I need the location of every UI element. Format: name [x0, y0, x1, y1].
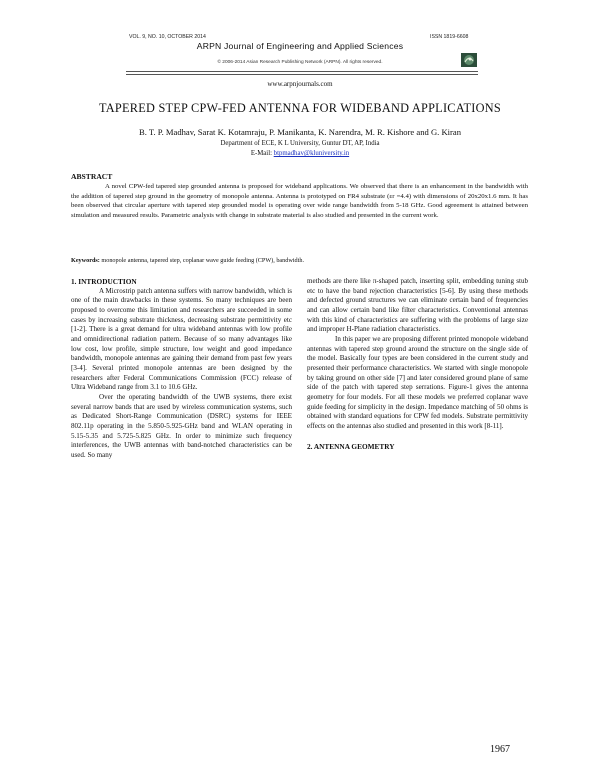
col2-paragraph-1: methods are there like π-shaped patch, inserting split, embedding tuning stub etc to have the band rejection characteristics [5-6]. By using these methods and defected ground structures we can eliminate certain band of frequencies and can allow certain band like filter characteristics. Conventional antennas with this kind of characteristics are suffering with the problems of large size and improper H-Plane radiation characteristics. [307, 277, 528, 334]
issn: ISSN 1819-6608 [430, 34, 469, 40]
abstract-heading: ABSTRACT [71, 172, 113, 181]
copyright-notice: © 2006-2014 Asian Research Publishing Network (ARPN). All rights reserved. [217, 60, 383, 65]
header-rule [126, 74, 478, 75]
col2-paragraph-2: In this paper we are proposing different printed monopole wideband antennas with tapered step ground around the structure on the single side of the model. Basically four types are been considered in the current study and presented their performance characteristics. We started with single monopole by taking ground on other side [7] and later considered ground plane of same side of the patch with tapered step serrations. Figure-1 gives the antenna geometry for four models. For all these models we preferred coplanar wave guide feeding for simplicity in the design. Impedance matching of 50 ohms is obtained with standard equations for CPW fed models. Substrate permittivity effects on the antennas also studied and presented in this work [8-11]. [307, 334, 528, 430]
contact-email [0, 150, 600, 157]
intro-paragraph-2: Over the operating bandwidth of the UWB systems, there exist several narrow bands that are used by wireless communication systems, such as Dedicated Short-Range Communication (DSRC) systems for IEEE 802.11p operating in the 5.850-5.925-GHz band and WLAN operating in 5.15-5.35 and 5.725-5.825 GHz. In order to minimize such frequency interferences, the UWB antennas with band-notched characteristics can be used. So many [71, 392, 292, 459]
page-number: 1967 [490, 744, 510, 755]
keywords-text: monopole antenna, tapered step, coplanar wave guide feeding (CPW), bandwidth. [99, 257, 304, 264]
left-column [71, 277, 292, 460]
author-list: B. T. P. Madhav, Sarat K. Kotamraju, P. Manikanta, K. Narendra, M. R. Kishore and G. Kiran [138, 127, 462, 137]
journal-name: ARPN Journal of Engineering and Applied Sciences [196, 41, 404, 51]
email-link[interactable]: btpmadhav@kluniversity.in [273, 150, 350, 157]
keywords [71, 257, 528, 264]
keywords-label: Keywords: [71, 257, 100, 264]
header-rule [126, 71, 478, 72]
abstract-text: A novel CPW-fed tapered step grounded antenna is proposed for wideband applications. We observed that there is an enhancement in the bandwidth with the addition of tapered step ground in the geometry of monopole antenna. Antenna is prototyped on FR4 substrate (εr =4.4) with dimensions of 20x20x1.6 mm. It has been observed that circular aperture with tapered step grounded model is operating over wide range bandwidth from 5-18 GHz. Good agreement is attained between simulation and measured results. Parametric analysis with change in substrate material is also studied and presented in the current work. [71, 183, 528, 219]
intro-paragraph-1: A Microstrip patch antenna suffers with narrow bandwidth, which is one of the main drawbacks in these systems. So many techniques are been proposed to overcome this limitation and researchers are succeeded in some cases by increasing substrate thickness, decreasing substrate permittivity etc [1-2]. There is a great demand for ultra wideband antennas with low profile and omnidirectional radiation pattern. Because of so many advantages like low cost, low profile, simple structure, low weight and good impedance bandwidth, monopole antennas are gaining their demand from past few years [3-4]. Several printed monopole antennas are been designed by the researchers after Federal Communications Commission (FCC) release of Ultra Wideband range from 3.1 to 10.6 GHz. [71, 286, 292, 392]
introduction-heading: 1. INTRODUCTION [71, 277, 137, 286]
affiliation: Department of ECE, K L University, Guntur DT, AP, India [220, 140, 380, 147]
publisher-logo-icon [461, 53, 477, 67]
antenna-geometry-heading: 2. ANTENNA GEOMETRY [307, 441, 395, 451]
journal-website-link[interactable]: www.arpnjournals.com [267, 80, 333, 88]
email-label: E-Mail: [250, 150, 274, 157]
volume-info: VOL. 9, NO. 10, OCTOBER 2014 [129, 34, 206, 40]
right-column [307, 277, 528, 451]
paper-title: TAPERED STEP CPW-FED ANTENNA FOR WIDEBAND APPLICATIONS [99, 101, 501, 115]
